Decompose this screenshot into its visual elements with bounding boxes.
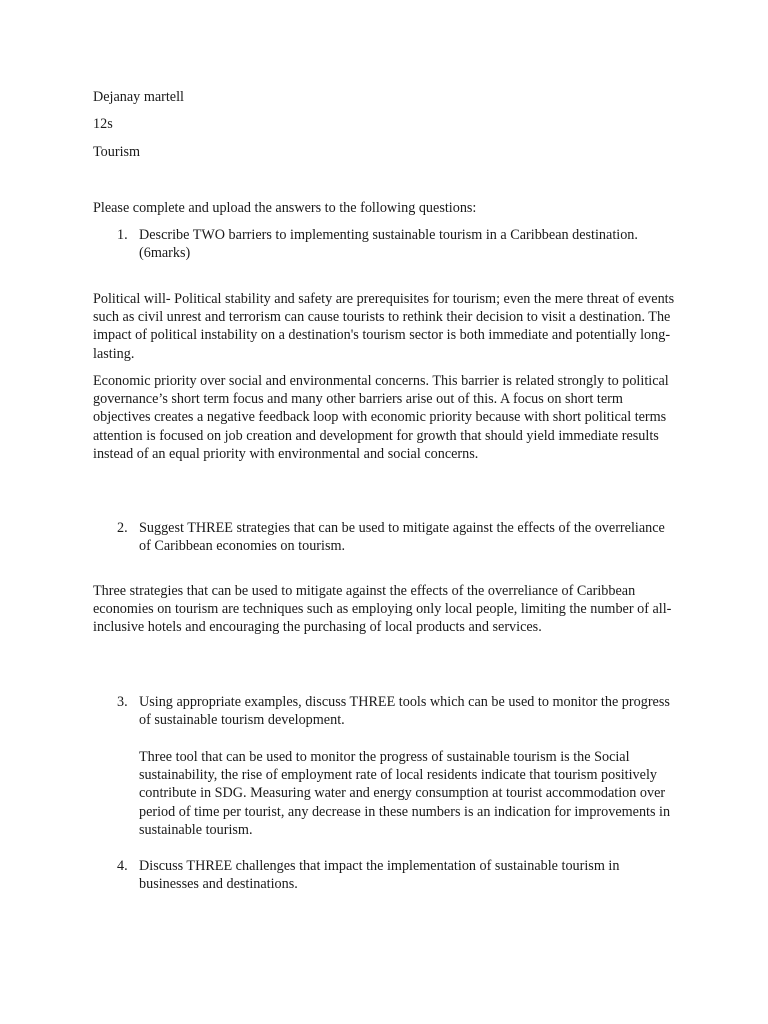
question-4-number: 4. bbox=[117, 858, 128, 874]
class-label: 12s bbox=[93, 116, 113, 132]
student-name: Dejanay martell bbox=[93, 89, 184, 105]
question-3-number: 3. bbox=[117, 694, 128, 710]
question-3-text: Using appropriate examples, discuss THREE tools which can be used to monitor the progress of sustainable tourism development. bbox=[139, 694, 670, 729]
instructions-text: Please complete and upload the answers to the following questions: bbox=[93, 200, 477, 216]
answer-2: Three strategies that can be used to mitigate against the effects of the overreliance of Caribbean economies on tourism are techniques such as employing only local people, limiting the number of all-inclusive hotels and encouraging the purchasing of local products and services. bbox=[93, 583, 672, 636]
question-1-text: Describe TWO barriers to implementing sustainable tourism in a Caribbean destination. (6marks) bbox=[139, 227, 638, 262]
question-1-number: 1. bbox=[117, 227, 128, 243]
subject-label: Tourism bbox=[93, 144, 141, 160]
question-4-text: Discuss THREE challenges that impact the implementation of sustainable tourism in businesses and destinations. bbox=[139, 858, 620, 893]
answer-1a: Political will- Political stability and safety are prerequisites for tourism; even the mere threat of events such as civil unrest and terrorism can cause tourists to rethink their decision to visit a destination. The impact of political instability on a destination's tourism sector is both immediate and potentially long-lasting. bbox=[93, 291, 675, 362]
answer-3: Three tool that can be used to monitor the progress of sustainable tourism is the Social sustainability, the rise of employment rate of local residents indicate that tourism positively contribute in SDG. Measuring water and energy consumption at tourist accommodation over period of time per tourist, any decrease in these numbers is an indication for improvements in sustainable tourism. bbox=[139, 749, 671, 838]
question-2-number: 2. bbox=[117, 520, 128, 536]
question-2-text: Suggest THREE strategies that can be used to mitigate against the effects of the overreliance of Caribbean economies on tourism. bbox=[139, 520, 665, 555]
answer-1b: Economic priority over social and environmental concerns. This barrier is related strongly to political governance’s short term focus and many other barriers arise out of this. A focus on short term objectives creates a negative feedback loop with economic priority because with short political terms attention is focused on job creation and development for growth that should yield immediate results instead of an equal priority with environmental and social concerns. bbox=[93, 373, 669, 462]
